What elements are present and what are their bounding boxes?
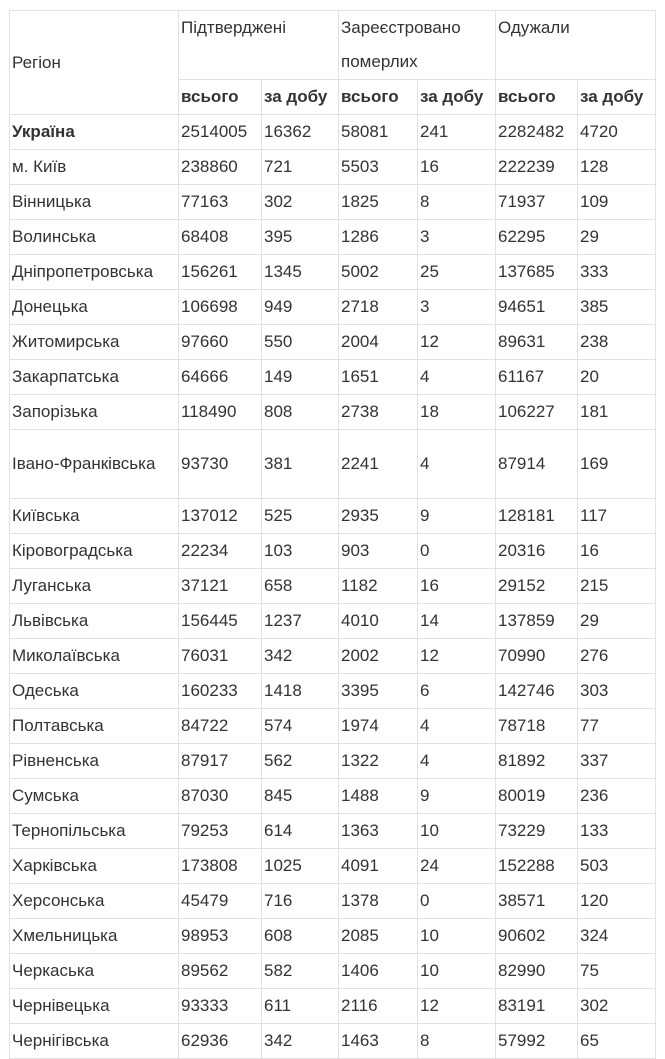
confirmed-total-cell: 98953 [179, 919, 262, 954]
deaths-total-cell: 2116 [339, 989, 418, 1024]
table-row [10, 814, 656, 849]
table-row [10, 674, 656, 709]
deaths-daily-cell: 241 [418, 115, 496, 150]
deaths-total-cell: 2718 [339, 290, 418, 325]
recovered-daily-cell: 75 [578, 954, 656, 989]
confirmed-total-cell: 137012 [179, 499, 262, 534]
deaths-daily-cell: 4 [418, 744, 496, 779]
deaths-daily-cell: 12 [418, 325, 496, 360]
confirmed-daily-cell: 302 [262, 185, 339, 220]
deaths-daily-cell: 0 [418, 884, 496, 919]
header-row-groups [10, 11, 656, 80]
region-name-cell: Київська [10, 499, 179, 534]
deaths-total-cell: 4091 [339, 849, 418, 884]
deaths-daily-cell: 16 [418, 569, 496, 604]
confirmed-total-cell: 97660 [179, 325, 262, 360]
confirmed-total-cell: 22234 [179, 534, 262, 569]
confirmed-total-cell: 156445 [179, 604, 262, 639]
table-row [10, 395, 656, 430]
confirmed-daily-cell: 611 [262, 989, 339, 1024]
deaths-total-cell: 1322 [339, 744, 418, 779]
confirmed-total-cell: 89562 [179, 954, 262, 989]
recovered-total-cell: 62295 [496, 220, 578, 255]
recovered-daily-cell: 181 [578, 395, 656, 430]
recovered-total-cell: 70990 [496, 639, 578, 674]
deaths-total-cell: 5002 [339, 255, 418, 290]
deaths-daily-cell: 6 [418, 674, 496, 709]
recovered-daily-cell: 333 [578, 255, 656, 290]
table-row [10, 709, 656, 744]
deaths-daily-cell: 16 [418, 150, 496, 185]
recovered-total-cell: 2282482 [496, 115, 578, 150]
deaths-total-cell: 1406 [339, 954, 418, 989]
recovered-daily-cell: 503 [578, 849, 656, 884]
table-row [10, 115, 656, 150]
header-deaths-daily: за добу [418, 80, 496, 115]
region-name-cell: Кіровоградська [10, 534, 179, 569]
deaths-total-cell: 5503 [339, 150, 418, 185]
deaths-daily-cell: 8 [418, 1024, 496, 1059]
table-row [10, 360, 656, 395]
recovered-daily-cell: 20 [578, 360, 656, 395]
recovered-daily-cell: 29 [578, 604, 656, 639]
header-confirmed-total: всього [179, 80, 262, 115]
deaths-total-cell: 2241 [339, 430, 418, 499]
deaths-total-cell: 2085 [339, 919, 418, 954]
region-name-cell: Вінницька [10, 185, 179, 220]
confirmed-total-cell: 106698 [179, 290, 262, 325]
header-recovered-total: всього [496, 80, 578, 115]
deaths-daily-cell: 4 [418, 360, 496, 395]
recovered-daily-cell: 303 [578, 674, 656, 709]
recovered-daily-cell: 109 [578, 185, 656, 220]
region-name-cell: Чернігівська [10, 1024, 179, 1059]
confirmed-total-cell: 79253 [179, 814, 262, 849]
table-row [10, 150, 656, 185]
table-row [10, 744, 656, 779]
recovered-total-cell: 222239 [496, 150, 578, 185]
deaths-daily-cell: 18 [418, 395, 496, 430]
region-name-cell: Івано-Франківська [10, 430, 179, 499]
confirmed-daily-cell: 608 [262, 919, 339, 954]
deaths-total-cell: 903 [339, 534, 418, 569]
recovered-total-cell: 73229 [496, 814, 578, 849]
deaths-total-cell: 58081 [339, 115, 418, 150]
confirmed-daily-cell: 721 [262, 150, 339, 185]
deaths-total-cell: 4010 [339, 604, 418, 639]
deaths-total-cell: 1286 [339, 220, 418, 255]
confirmed-daily-cell: 808 [262, 395, 339, 430]
region-name-cell: Харківська [10, 849, 179, 884]
region-name-cell: Миколаївська [10, 639, 179, 674]
confirmed-total-cell: 2514005 [179, 115, 262, 150]
deaths-daily-cell: 8 [418, 185, 496, 220]
deaths-daily-cell: 25 [418, 255, 496, 290]
confirmed-daily-cell: 550 [262, 325, 339, 360]
deaths-total-cell: 2935 [339, 499, 418, 534]
table-row [10, 604, 656, 639]
confirmed-total-cell: 45479 [179, 884, 262, 919]
table-row [10, 849, 656, 884]
confirmed-daily-cell: 658 [262, 569, 339, 604]
confirmed-total-cell: 160233 [179, 674, 262, 709]
recovered-total-cell: 94651 [496, 290, 578, 325]
confirmed-total-cell: 77163 [179, 185, 262, 220]
recovered-daily-cell: 65 [578, 1024, 656, 1059]
recovered-daily-cell: 276 [578, 639, 656, 674]
deaths-daily-cell: 24 [418, 849, 496, 884]
deaths-daily-cell: 12 [418, 639, 496, 674]
header-confirmed-daily: за добу [262, 80, 339, 115]
confirmed-daily-cell: 103 [262, 534, 339, 569]
recovered-total-cell: 89631 [496, 325, 578, 360]
recovered-total-cell: 20316 [496, 534, 578, 569]
recovered-daily-cell: 4720 [578, 115, 656, 150]
confirmed-daily-cell: 16362 [262, 115, 339, 150]
confirmed-total-cell: 173808 [179, 849, 262, 884]
confirmed-total-cell: 37121 [179, 569, 262, 604]
confirmed-daily-cell: 562 [262, 744, 339, 779]
table-row [10, 290, 656, 325]
confirmed-daily-cell: 574 [262, 709, 339, 744]
confirmed-daily-cell: 1025 [262, 849, 339, 884]
header-region: Регіон [10, 11, 179, 115]
deaths-daily-cell: 4 [418, 709, 496, 744]
recovered-total-cell: 29152 [496, 569, 578, 604]
recovered-total-cell: 78718 [496, 709, 578, 744]
header-recovered-daily: за добу [578, 80, 656, 115]
deaths-daily-cell: 9 [418, 499, 496, 534]
table-row [10, 1024, 656, 1059]
recovered-daily-cell: 337 [578, 744, 656, 779]
confirmed-daily-cell: 582 [262, 954, 339, 989]
recovered-daily-cell: 385 [578, 290, 656, 325]
confirmed-total-cell: 238860 [179, 150, 262, 185]
region-name-cell: Полтавська [10, 709, 179, 744]
confirmed-daily-cell: 949 [262, 290, 339, 325]
confirmed-daily-cell: 149 [262, 360, 339, 395]
deaths-daily-cell: 3 [418, 220, 496, 255]
deaths-total-cell: 2004 [339, 325, 418, 360]
region-name-cell: Черкаська [10, 954, 179, 989]
deaths-total-cell: 1182 [339, 569, 418, 604]
confirmed-daily-cell: 1418 [262, 674, 339, 709]
deaths-total-cell: 1378 [339, 884, 418, 919]
deaths-total-cell: 1651 [339, 360, 418, 395]
recovered-daily-cell: 302 [578, 989, 656, 1024]
table-row [10, 569, 656, 604]
recovered-total-cell: 137685 [496, 255, 578, 290]
deaths-total-cell: 1488 [339, 779, 418, 814]
recovered-total-cell: 87914 [496, 430, 578, 499]
region-name-cell: Запорізька [10, 395, 179, 430]
region-name-cell: Тернопільська [10, 814, 179, 849]
recovered-total-cell: 38571 [496, 884, 578, 919]
header-deaths-total: всього [339, 80, 418, 115]
recovered-daily-cell: 324 [578, 919, 656, 954]
confirmed-total-cell: 84722 [179, 709, 262, 744]
header-deaths: Зареєстровано померлих [339, 11, 496, 80]
recovered-total-cell: 106227 [496, 395, 578, 430]
region-name-cell: Рівненська [10, 744, 179, 779]
recovered-daily-cell: 29 [578, 220, 656, 255]
confirmed-total-cell: 87030 [179, 779, 262, 814]
region-name-cell: Закарпатська [10, 360, 179, 395]
recovered-total-cell: 142746 [496, 674, 578, 709]
confirmed-total-cell: 64666 [179, 360, 262, 395]
table-row [10, 185, 656, 220]
confirmed-daily-cell: 716 [262, 884, 339, 919]
confirmed-daily-cell: 342 [262, 639, 339, 674]
recovered-total-cell: 82990 [496, 954, 578, 989]
covid-stats-table [9, 10, 656, 1059]
header-recovered: Одужали [496, 11, 656, 80]
table-row [10, 954, 656, 989]
region-name-cell: Україна [10, 115, 179, 150]
confirmed-daily-cell: 614 [262, 814, 339, 849]
region-name-cell: Львівська [10, 604, 179, 639]
recovered-daily-cell: 77 [578, 709, 656, 744]
confirmed-daily-cell: 1345 [262, 255, 339, 290]
recovered-total-cell: 57992 [496, 1024, 578, 1059]
recovered-daily-cell: 238 [578, 325, 656, 360]
deaths-daily-cell: 12 [418, 989, 496, 1024]
table-row [10, 919, 656, 954]
recovered-total-cell: 137859 [496, 604, 578, 639]
region-name-cell: Чернівецька [10, 989, 179, 1024]
region-name-cell: Херсонська [10, 884, 179, 919]
region-name-cell: Донецька [10, 290, 179, 325]
region-name-cell: м. Київ [10, 150, 179, 185]
recovered-total-cell: 61167 [496, 360, 578, 395]
confirmed-total-cell: 87917 [179, 744, 262, 779]
deaths-daily-cell: 14 [418, 604, 496, 639]
confirmed-total-cell: 156261 [179, 255, 262, 290]
table-row [10, 499, 656, 534]
confirmed-total-cell: 62936 [179, 1024, 262, 1059]
confirmed-total-cell: 93333 [179, 989, 262, 1024]
deaths-total-cell: 3395 [339, 674, 418, 709]
deaths-daily-cell: 10 [418, 814, 496, 849]
region-name-cell: Волинська [10, 220, 179, 255]
header-confirmed: Підтверджені [179, 11, 339, 80]
deaths-daily-cell: 10 [418, 919, 496, 954]
deaths-daily-cell: 9 [418, 779, 496, 814]
recovered-daily-cell: 215 [578, 569, 656, 604]
confirmed-daily-cell: 395 [262, 220, 339, 255]
region-name-cell: Одеська [10, 674, 179, 709]
table-row [10, 325, 656, 360]
recovered-daily-cell: 117 [578, 499, 656, 534]
deaths-total-cell: 1463 [339, 1024, 418, 1059]
deaths-daily-cell: 4 [418, 430, 496, 499]
table-row [10, 989, 656, 1024]
deaths-daily-cell: 10 [418, 954, 496, 989]
confirmed-total-cell: 68408 [179, 220, 262, 255]
region-name-cell: Сумська [10, 779, 179, 814]
confirmed-total-cell: 118490 [179, 395, 262, 430]
table-row [10, 430, 656, 499]
confirmed-daily-cell: 845 [262, 779, 339, 814]
confirmed-total-cell: 76031 [179, 639, 262, 674]
recovered-total-cell: 83191 [496, 989, 578, 1024]
deaths-daily-cell: 3 [418, 290, 496, 325]
recovered-total-cell: 81892 [496, 744, 578, 779]
region-name-cell: Хмельницька [10, 919, 179, 954]
confirmed-daily-cell: 381 [262, 430, 339, 499]
deaths-total-cell: 1825 [339, 185, 418, 220]
recovered-total-cell: 90602 [496, 919, 578, 954]
recovered-daily-cell: 16 [578, 534, 656, 569]
recovered-daily-cell: 128 [578, 150, 656, 185]
deaths-total-cell: 2738 [339, 395, 418, 430]
table-row [10, 534, 656, 569]
confirmed-total-cell: 93730 [179, 430, 262, 499]
confirmed-daily-cell: 342 [262, 1024, 339, 1059]
region-name-cell: Дніпропетровська [10, 255, 179, 290]
recovered-daily-cell: 133 [578, 814, 656, 849]
recovered-total-cell: 71937 [496, 185, 578, 220]
recovered-daily-cell: 169 [578, 430, 656, 499]
deaths-daily-cell: 0 [418, 534, 496, 569]
deaths-total-cell: 2002 [339, 639, 418, 674]
recovered-total-cell: 128181 [496, 499, 578, 534]
table-row [10, 639, 656, 674]
deaths-total-cell: 1363 [339, 814, 418, 849]
table-row [10, 220, 656, 255]
recovered-total-cell: 152288 [496, 849, 578, 884]
deaths-total-cell: 1974 [339, 709, 418, 744]
table-row [10, 255, 656, 290]
table-row [10, 779, 656, 814]
confirmed-daily-cell: 1237 [262, 604, 339, 639]
table-row [10, 884, 656, 919]
region-name-cell: Житомирська [10, 325, 179, 360]
recovered-daily-cell: 236 [578, 779, 656, 814]
recovered-daily-cell: 120 [578, 884, 656, 919]
region-name-cell: Луганська [10, 569, 179, 604]
confirmed-daily-cell: 525 [262, 499, 339, 534]
recovered-total-cell: 80019 [496, 779, 578, 814]
